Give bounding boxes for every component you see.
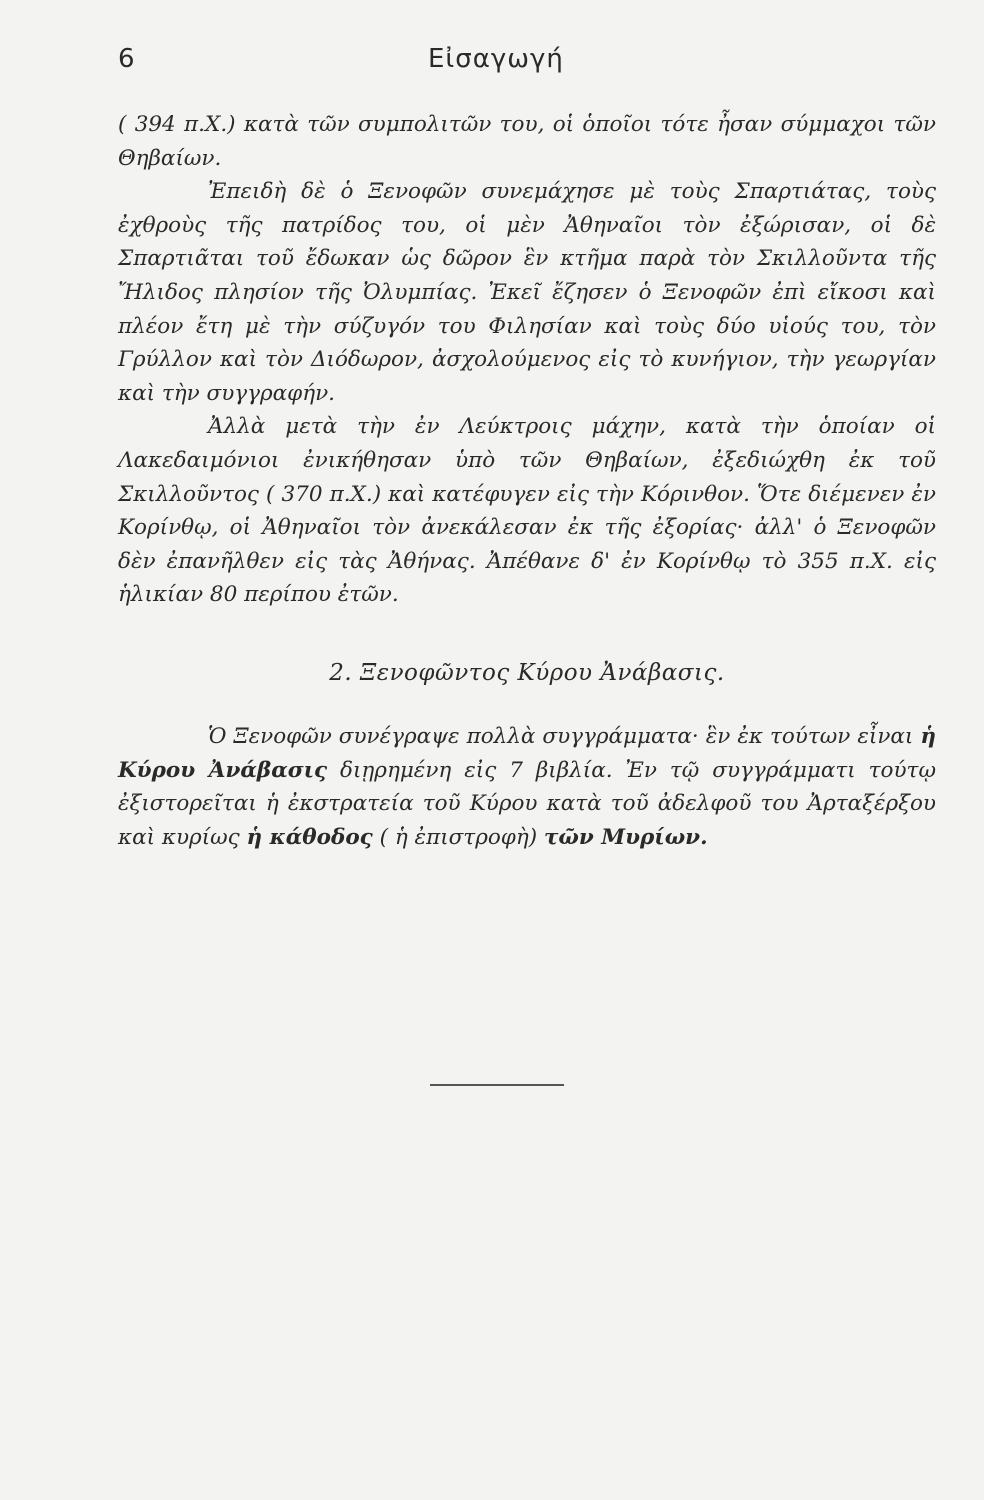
page-header — [118, 44, 938, 88]
anabasis-text-2: διῃρημένη εἰς 7 βιβλία. Ἐν τῷ συγγράμματι τούτῳ ἐξιστορεῖται ἡ ἐκστρατεία τοῦ Κύρου κατὰ τοῦ ἀδελφοῦ του Ἀρταξέρξου καὶ κυρίως — [118, 757, 936, 850]
paragraph-corinth: Ἀλλὰ μετὰ τὴν ἐν Λεύκτροις μάχην, κατὰ τὴν ὁποίαν οἱ Λακεδαιμόνιοι ἐνικήθησαν ὑπὸ τῶν Θηβαίων, ἐξεδιώχθη ἐκ τοῦ Σκιλλοῦντος ( 370 π.Χ.) καὶ κατέφυγεν εἰς τὴν Κόρινθον. Ὅτε διέμενεν ἐν Κορίνθῳ, οἱ Ἀθηναῖοι τὸν ἀνεκάλεσαν ἐκ τῆς ἐξορίας· ἀλλ' ὁ Ξενοφῶν δὲν ἐπανῆλθεν εἰς τὰς Ἀθήνας. Ἀπέθανε δ' ἐν Κορίνθῳ τὸ 355 π.Χ. εἰς ἡλικίαν 80 περίπου ἐτῶν. — [118, 414, 936, 608]
paragraph-continuation: ( 394 π.Χ.) κατὰ τῶν συμπολιτῶν του, οἱ ὁποῖοι τότε ἦσαν σύμμαχοι τῶν Θηβαίων. — [118, 112, 936, 171]
anabasis-text-3: ( ἡ ἐπιστροφὴ) — [372, 824, 544, 850]
paragraph-anabasis — [118, 720, 936, 854]
running-title: Εἰσαγωγή — [428, 44, 564, 74]
anabasis-bold-3: τῶν Μυρίων. — [543, 824, 708, 850]
page-number: 6 — [118, 44, 135, 74]
end-rule — [430, 1084, 564, 1086]
anabasis-text-1: Ὁ Ξενοφῶν συνέγραψε πολλὰ συγγράμματα· ἓν ἐκ τούτων εἶναι — [208, 724, 921, 749]
anabasis-bold-2: ἡ κάθοδος — [246, 824, 373, 850]
section-heading: 2. Ξενοφῶντος Κύρου Ἀνάβασις. — [329, 660, 725, 686]
introduction-text — [118, 108, 936, 612]
anabasis-bold-1: ἡ Κύρου Ἀνάβασις — [118, 724, 936, 783]
paragraph-exile: Ἐπειδὴ δὲ ὁ Ξενοφῶν συνεμάχησε μὲ τοὺς Σπαρτιάτας, τοὺς ἐχθροὺς τῆς πατρίδος του, οἱ μὲν Ἀθηναῖοι τὸν ἐξώρισαν, οἱ δὲ Σπαρτιᾶται τοῦ ἔδωκαν ὡς δῶρον ἓν κτῆμα παρὰ τὸν Σκιλλοῦντα τῆς Ἤλιδος πλησίον τῆς Ὀλυμπίας. Ἐκεῖ ἔζησεν ὁ Ξενοφῶν ἐπὶ εἴκοσι καὶ πλέον ἔτη μὲ τὴν σύζυγόν του Φιλησίαν καὶ τοὺς δύο υἱούς του, τὸν Γρύλλον καὶ τὸν Διόδωρον, ἀσχολούμενος εἰς τὸ κυνήγιον, τὴν γεωργίαν καὶ τὴν συγγραφήν. — [118, 179, 936, 406]
